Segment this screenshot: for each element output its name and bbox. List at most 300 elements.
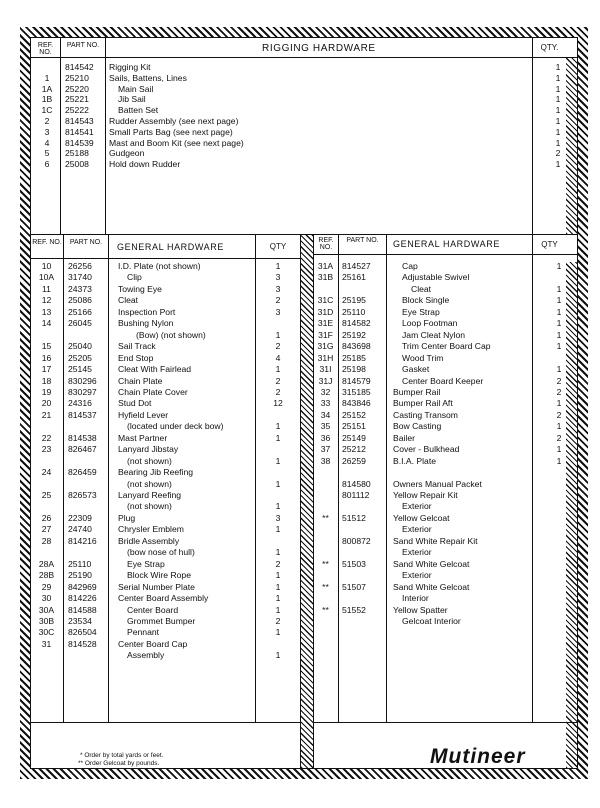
description-cell: Cleat With Fairlead: [118, 364, 192, 375]
description-cell: B.I.A. Plate: [393, 455, 436, 466]
part-cell: 22309: [68, 512, 92, 523]
description-cell: Exterior: [402, 501, 432, 512]
ref-cell: 1A: [41, 83, 53, 94]
table-row: [30, 295, 300, 306]
ref-cell: 15: [41, 341, 52, 352]
qty-cell: 1: [556, 306, 562, 317]
right-ref-header: REF. NO.: [318, 237, 334, 251]
part-cell: 826504: [68, 627, 97, 638]
ref-cell: 30B: [38, 615, 55, 626]
part-cell: 814226: [68, 593, 97, 604]
qty-cell: 1: [555, 126, 561, 137]
description-cell: Loop Footman: [402, 318, 458, 329]
description-cell: Center Board Assembly: [118, 593, 209, 604]
description-cell: Sail Track: [118, 341, 156, 352]
part-cell: 51507: [342, 581, 366, 592]
center-hatch: [301, 235, 313, 768]
qty-cell: 1: [556, 341, 562, 352]
part-cell: 25220: [65, 83, 89, 94]
description-cell: Pennant: [127, 627, 160, 638]
description-cell: Cover - Bulkhead: [393, 444, 460, 455]
part-cell: 51503: [342, 558, 366, 569]
ref-cell: 16: [41, 352, 52, 363]
qty-cell: 1: [275, 421, 281, 432]
ref-cell: **: [322, 558, 329, 569]
part-cell: 26045: [68, 318, 92, 329]
ref-cell: 31H: [317, 352, 334, 363]
description-cell: Sand White Gelcoat: [393, 581, 470, 592]
qty-cell: 1: [275, 364, 281, 375]
table-row: [313, 479, 577, 490]
table-row: [313, 501, 577, 512]
description-cell: Yellow Gelcoat: [393, 512, 450, 523]
description-cell: End Stop: [118, 352, 154, 363]
description-cell: Sails, Battens, Lines: [109, 72, 187, 83]
description-cell: Lanyard Jibstay: [118, 444, 179, 455]
ref-cell: 10A: [38, 272, 55, 283]
ref-cell: **: [322, 581, 329, 592]
table-row: [313, 536, 577, 547]
part-cell: 23534: [68, 615, 92, 626]
ref-cell: 24: [41, 467, 52, 478]
part-cell: 826467: [68, 444, 97, 455]
left-title: GENERAL HARDWARE: [117, 242, 224, 252]
table-row: [30, 490, 300, 501]
left-bottom-rule: [30, 722, 300, 723]
description-cell: Cleat: [411, 283, 432, 294]
table-row: [313, 307, 577, 318]
description-cell: I.D. Plate (not shown): [118, 261, 201, 271]
table-row: [30, 376, 300, 387]
rigging-title: RIGGING HARDWARE: [262, 43, 376, 54]
ref-cell: 31E: [317, 318, 334, 329]
part-cell: 814539: [65, 137, 94, 148]
part-cell: 25188: [65, 148, 89, 159]
table-row: [30, 318, 300, 329]
table-row: [313, 341, 577, 352]
description-cell: Bridle Assembly: [118, 535, 180, 546]
description-cell: Towing Eye: [118, 283, 162, 294]
table-row: [313, 261, 577, 272]
qty-cell: 1: [555, 62, 561, 72]
ref-cell: 2: [44, 116, 50, 126]
part-cell: 814527: [342, 261, 371, 271]
ref-cell: 30: [41, 593, 52, 604]
table-row: [30, 479, 300, 490]
table-row: [30, 330, 300, 341]
ref-cell: 31G: [317, 341, 334, 352]
brand-logo: Mutineer: [430, 745, 526, 768]
qty-cell: 2: [275, 386, 281, 397]
right-qty-header: QTY: [541, 240, 558, 249]
right-header-rule: [313, 254, 577, 255]
qty-cell: 1: [275, 650, 281, 661]
table-row: [30, 559, 300, 570]
qty-cell: 1: [556, 398, 562, 409]
description-cell: Eye Strap: [402, 306, 440, 317]
description-cell: Batten Set: [118, 105, 159, 116]
table-row: [313, 330, 577, 341]
left-table-edge: [300, 234, 301, 768]
table-row: [30, 444, 300, 455]
description-cell: Rudder Assembly (see next page): [109, 116, 239, 126]
ref-cell: 17: [41, 364, 52, 375]
part-cell: 25195: [342, 295, 366, 306]
description-cell: Exterior: [402, 570, 432, 581]
part-cell: 24740: [68, 524, 92, 535]
description-cell: Exterior: [402, 547, 432, 558]
table-row: [30, 639, 300, 650]
ref-cell: 28B: [38, 570, 55, 581]
qty-cell: 1: [275, 329, 281, 340]
qty-cell: 1: [556, 329, 562, 340]
ref-cell: 27: [41, 524, 52, 535]
qty-cell: 1: [556, 364, 562, 375]
qty-cell: 2: [275, 341, 281, 352]
description-cell: Hold down Rudder: [109, 159, 181, 170]
qty-cell: 1: [555, 159, 561, 170]
description-cell: Assembly: [127, 650, 165, 661]
ref-cell: 10: [41, 261, 52, 271]
qty-cell: 1: [275, 547, 281, 558]
description-cell: (not shown): [127, 501, 172, 512]
table-row: [30, 159, 578, 170]
description-cell: Hyfield Lever: [118, 409, 169, 420]
table-row: [313, 456, 577, 467]
ref-cell: 31F: [318, 329, 333, 340]
part-cell: 25190: [68, 570, 92, 581]
description-cell: (located under deck bow): [127, 421, 224, 432]
ref-cell: 28: [41, 535, 52, 546]
description-cell: Jib Sail: [118, 94, 146, 105]
table-row: [30, 341, 300, 352]
table-row: [30, 398, 300, 409]
table-row: [30, 593, 300, 604]
left-header-rule: [30, 258, 300, 259]
table-row: [30, 456, 300, 467]
part-cell: 826573: [68, 490, 97, 500]
description-cell: Center Board Cap: [118, 638, 188, 649]
ref-cell: 12: [41, 295, 52, 306]
description-cell: Stud Dot: [118, 398, 152, 409]
table-row: [313, 605, 577, 616]
table-row: [30, 421, 300, 432]
part-cell: 25151: [342, 421, 366, 432]
qty-cell: 2: [556, 386, 562, 397]
table-row: [30, 616, 300, 627]
ref-cell: 1: [44, 72, 50, 83]
ref-cell: 11: [42, 283, 51, 294]
qty-cell: 1: [556, 444, 562, 455]
part-cell: 814542: [65, 62, 94, 72]
table-row: [30, 627, 300, 638]
description-cell: Lanyard Reefing: [118, 490, 182, 500]
ref-cell: 26: [41, 512, 52, 523]
description-cell: Main Sail: [118, 83, 154, 94]
qty-cell: 1: [275, 604, 281, 615]
part-cell: 843698: [342, 341, 371, 352]
part-cell: 843846: [342, 398, 371, 409]
table-row: [30, 410, 300, 421]
qty-cell: 3: [275, 306, 281, 317]
qty-cell: 1: [555, 72, 561, 83]
description-cell: Sand White Gelcoat: [393, 558, 470, 569]
table-row: [313, 353, 577, 364]
ref-cell: 33: [320, 398, 331, 409]
description-cell: Trim Center Board Cap: [402, 341, 491, 352]
description-cell: Adjustable Swivel: [402, 272, 470, 283]
description-cell: Serial Number Plate: [118, 581, 195, 592]
ref-cell: 19: [41, 386, 52, 397]
qty-cell: 1: [275, 627, 281, 638]
part-cell: 25149: [342, 432, 366, 443]
qty-cell: 1: [275, 455, 281, 466]
table-row: [313, 433, 577, 444]
qty-cell: 1: [556, 421, 562, 432]
description-cell: Cleat: [118, 295, 139, 306]
part-cell: 25198: [342, 364, 366, 375]
rigging-part-header: PART NO.: [66, 42, 100, 49]
qty-cell: 1: [556, 283, 562, 294]
qty-cell: 1: [275, 501, 281, 512]
qty-cell: 3: [275, 512, 281, 523]
part-cell: 25110: [68, 558, 92, 569]
qty-cell: 2: [275, 558, 281, 569]
ref-cell: 31A: [317, 261, 334, 271]
ref-cell: 31: [41, 638, 52, 649]
rigging-qty-header: QTY.: [540, 43, 559, 52]
description-cell: (not shown): [127, 478, 172, 489]
qty-cell: 1: [555, 105, 561, 116]
ref-cell: 38: [320, 455, 331, 466]
part-cell: 24373: [68, 283, 92, 294]
part-cell: 25221: [65, 94, 89, 105]
qty-cell: 4: [275, 352, 281, 363]
table-row: [313, 421, 577, 432]
part-cell: 801112: [342, 490, 370, 500]
qty-cell: 2: [275, 375, 281, 386]
table-row: [30, 261, 300, 272]
ref-cell: 34: [320, 409, 331, 420]
ref-cell: 31B: [317, 272, 334, 283]
qty-cell: 1: [275, 593, 281, 604]
part-cell: 25161: [342, 272, 366, 283]
part-cell: 842969: [68, 581, 97, 592]
qty-cell: 1: [275, 261, 281, 271]
ref-cell: 36: [320, 432, 331, 443]
part-cell: 25008: [65, 159, 89, 170]
ref-cell: **: [322, 512, 329, 523]
description-cell: Jam Cleat Nylon: [402, 329, 466, 340]
table-row: [313, 582, 577, 593]
part-cell: 814543: [65, 116, 94, 126]
table-row: [30, 536, 300, 547]
table-row: [313, 284, 577, 295]
part-cell: 814588: [68, 604, 97, 615]
qty-cell: 3: [275, 283, 281, 294]
table-row: [30, 605, 300, 616]
table-row: [313, 398, 577, 409]
part-cell: 25086: [68, 295, 92, 306]
table-row: [313, 524, 577, 535]
qty-cell: 2: [275, 295, 281, 306]
ref-cell: 21: [41, 409, 52, 420]
table-row: [313, 410, 577, 421]
description-cell: Rigging Kit: [109, 62, 151, 72]
right-bottom-rule: [313, 722, 577, 723]
ref-cell: 31D: [317, 306, 334, 317]
ref-cell: **: [322, 604, 329, 615]
description-cell: Cap: [402, 261, 418, 271]
left-ref-header: REF. NO.: [32, 239, 62, 246]
table-row: [30, 105, 578, 116]
part-cell: 51552: [342, 604, 366, 615]
description-cell: Gudgeon: [109, 148, 145, 159]
part-cell: 25040: [68, 341, 92, 352]
description-cell: Gelcoat Interior: [402, 615, 461, 626]
qty-cell: 2: [556, 432, 562, 443]
part-cell: 51512: [342, 512, 366, 523]
qty-cell: 1: [556, 261, 562, 271]
footnote-1: * Order by total yards or feet.: [80, 752, 164, 759]
description-cell: Bearing Jib Reefing: [118, 467, 194, 478]
part-cell: 826459: [68, 467, 97, 478]
table-row: [313, 547, 577, 558]
table-row: [313, 513, 577, 524]
rigging-ref-header: REF. NO.: [37, 42, 54, 56]
part-cell: 315185: [342, 386, 371, 397]
table-row: [30, 513, 300, 524]
qty-cell: 1: [275, 581, 281, 592]
table-row: [30, 307, 300, 318]
table-row: [313, 570, 577, 581]
part-cell: 25145: [68, 364, 92, 375]
part-cell: 25152: [342, 409, 366, 420]
description-cell: Yellow Spatter: [393, 604, 448, 615]
description-cell: Clip: [127, 272, 142, 283]
description-cell: Sand White Repair Kit: [393, 535, 478, 546]
table-row: [313, 444, 577, 455]
qty-cell: 1: [275, 432, 281, 443]
ref-cell: 31J: [318, 375, 333, 386]
part-cell: 830297: [68, 386, 97, 397]
table-row: [30, 353, 300, 364]
part-cell: 25110: [342, 306, 366, 317]
ref-cell: 3: [44, 126, 50, 137]
table-row: [30, 582, 300, 593]
description-cell: Block Wire Rope: [127, 570, 191, 581]
table-row: [30, 94, 578, 105]
qty-cell: 2: [556, 409, 562, 420]
table-row: [313, 490, 577, 501]
description-cell: Bumper Rail: [393, 386, 441, 397]
qty-cell: 1: [555, 116, 561, 126]
table-row: [313, 376, 577, 387]
table-row: [313, 272, 577, 283]
qty-cell: 1: [555, 83, 561, 94]
ref-cell: 1C: [41, 105, 53, 116]
ref-cell: 31C: [317, 295, 334, 306]
description-cell: Center Board: [127, 604, 179, 615]
table-row: [30, 547, 300, 558]
qty-cell: 1: [555, 94, 561, 105]
table-row: [313, 387, 577, 398]
description-cell: Plug: [118, 512, 136, 523]
table-row: [30, 570, 300, 581]
ref-cell: 18: [41, 375, 52, 386]
ref-cell: 22: [41, 432, 52, 443]
table-row: [313, 593, 577, 604]
ref-cell: 14: [41, 318, 52, 329]
table-row: [313, 364, 577, 375]
description-cell: Casting Transom: [393, 409, 458, 420]
part-cell: 31740: [68, 272, 92, 283]
ref-cell: 37: [320, 444, 331, 455]
part-cell: 814537: [68, 409, 97, 420]
ref-cell: 23: [41, 444, 52, 455]
description-cell: Chrysler Emblem: [118, 524, 184, 535]
table-row: [30, 272, 300, 283]
table-row: [30, 84, 578, 95]
qty-cell: 1: [555, 137, 561, 148]
description-cell: (Bow) (not shown): [136, 329, 206, 340]
right-part-header: PART NO.: [346, 237, 379, 244]
table-row: [30, 284, 300, 295]
qty-cell: 2: [555, 148, 561, 159]
qty-cell: 1: [275, 570, 281, 581]
table-row: [30, 364, 300, 375]
table-row: [313, 616, 577, 627]
part-cell: 24316: [68, 398, 92, 409]
table-row: [30, 138, 578, 149]
description-cell: Owners Manual Packet: [393, 478, 482, 489]
description-cell: Inspection Port: [118, 306, 176, 317]
description-cell: (bow nose of hull): [127, 547, 195, 558]
table-row: [313, 559, 577, 570]
description-cell: Yellow Repair Kit: [393, 490, 458, 500]
ref-cell: 25: [41, 490, 52, 500]
table-row: [30, 433, 300, 444]
ref-cell: 1B: [41, 94, 53, 105]
table-row: [30, 62, 578, 73]
part-cell: 814580: [342, 478, 371, 489]
qty-cell: 1: [556, 455, 562, 466]
table-row: [30, 501, 300, 512]
description-cell: Mast and Boom Kit (see next page): [109, 137, 244, 148]
description-cell: Block Single: [402, 295, 450, 306]
part-cell: 25210: [65, 72, 89, 83]
description-cell: Gasket: [402, 364, 430, 375]
table-row: [30, 467, 300, 478]
part-cell: 25166: [68, 306, 92, 317]
part-cell: 814538: [68, 432, 97, 443]
table-row: [30, 650, 300, 661]
ref-cell: 13: [41, 306, 52, 317]
right-title: GENERAL HARDWARE: [393, 239, 500, 249]
description-cell: (not shown): [127, 455, 172, 466]
ref-cell: 30C: [38, 627, 55, 638]
ref-cell: 35: [320, 421, 331, 432]
description-cell: Interior: [402, 593, 429, 604]
table-row: [30, 73, 578, 84]
part-cell: 25185: [342, 352, 366, 363]
part-cell: 814579: [342, 375, 371, 386]
ref-cell: 5: [44, 148, 50, 159]
description-cell: Chain Plate: [118, 375, 163, 386]
description-cell: Wood Trim: [402, 352, 444, 363]
ref-cell: 29: [41, 581, 52, 592]
left-qty-header: QTY: [269, 242, 287, 251]
